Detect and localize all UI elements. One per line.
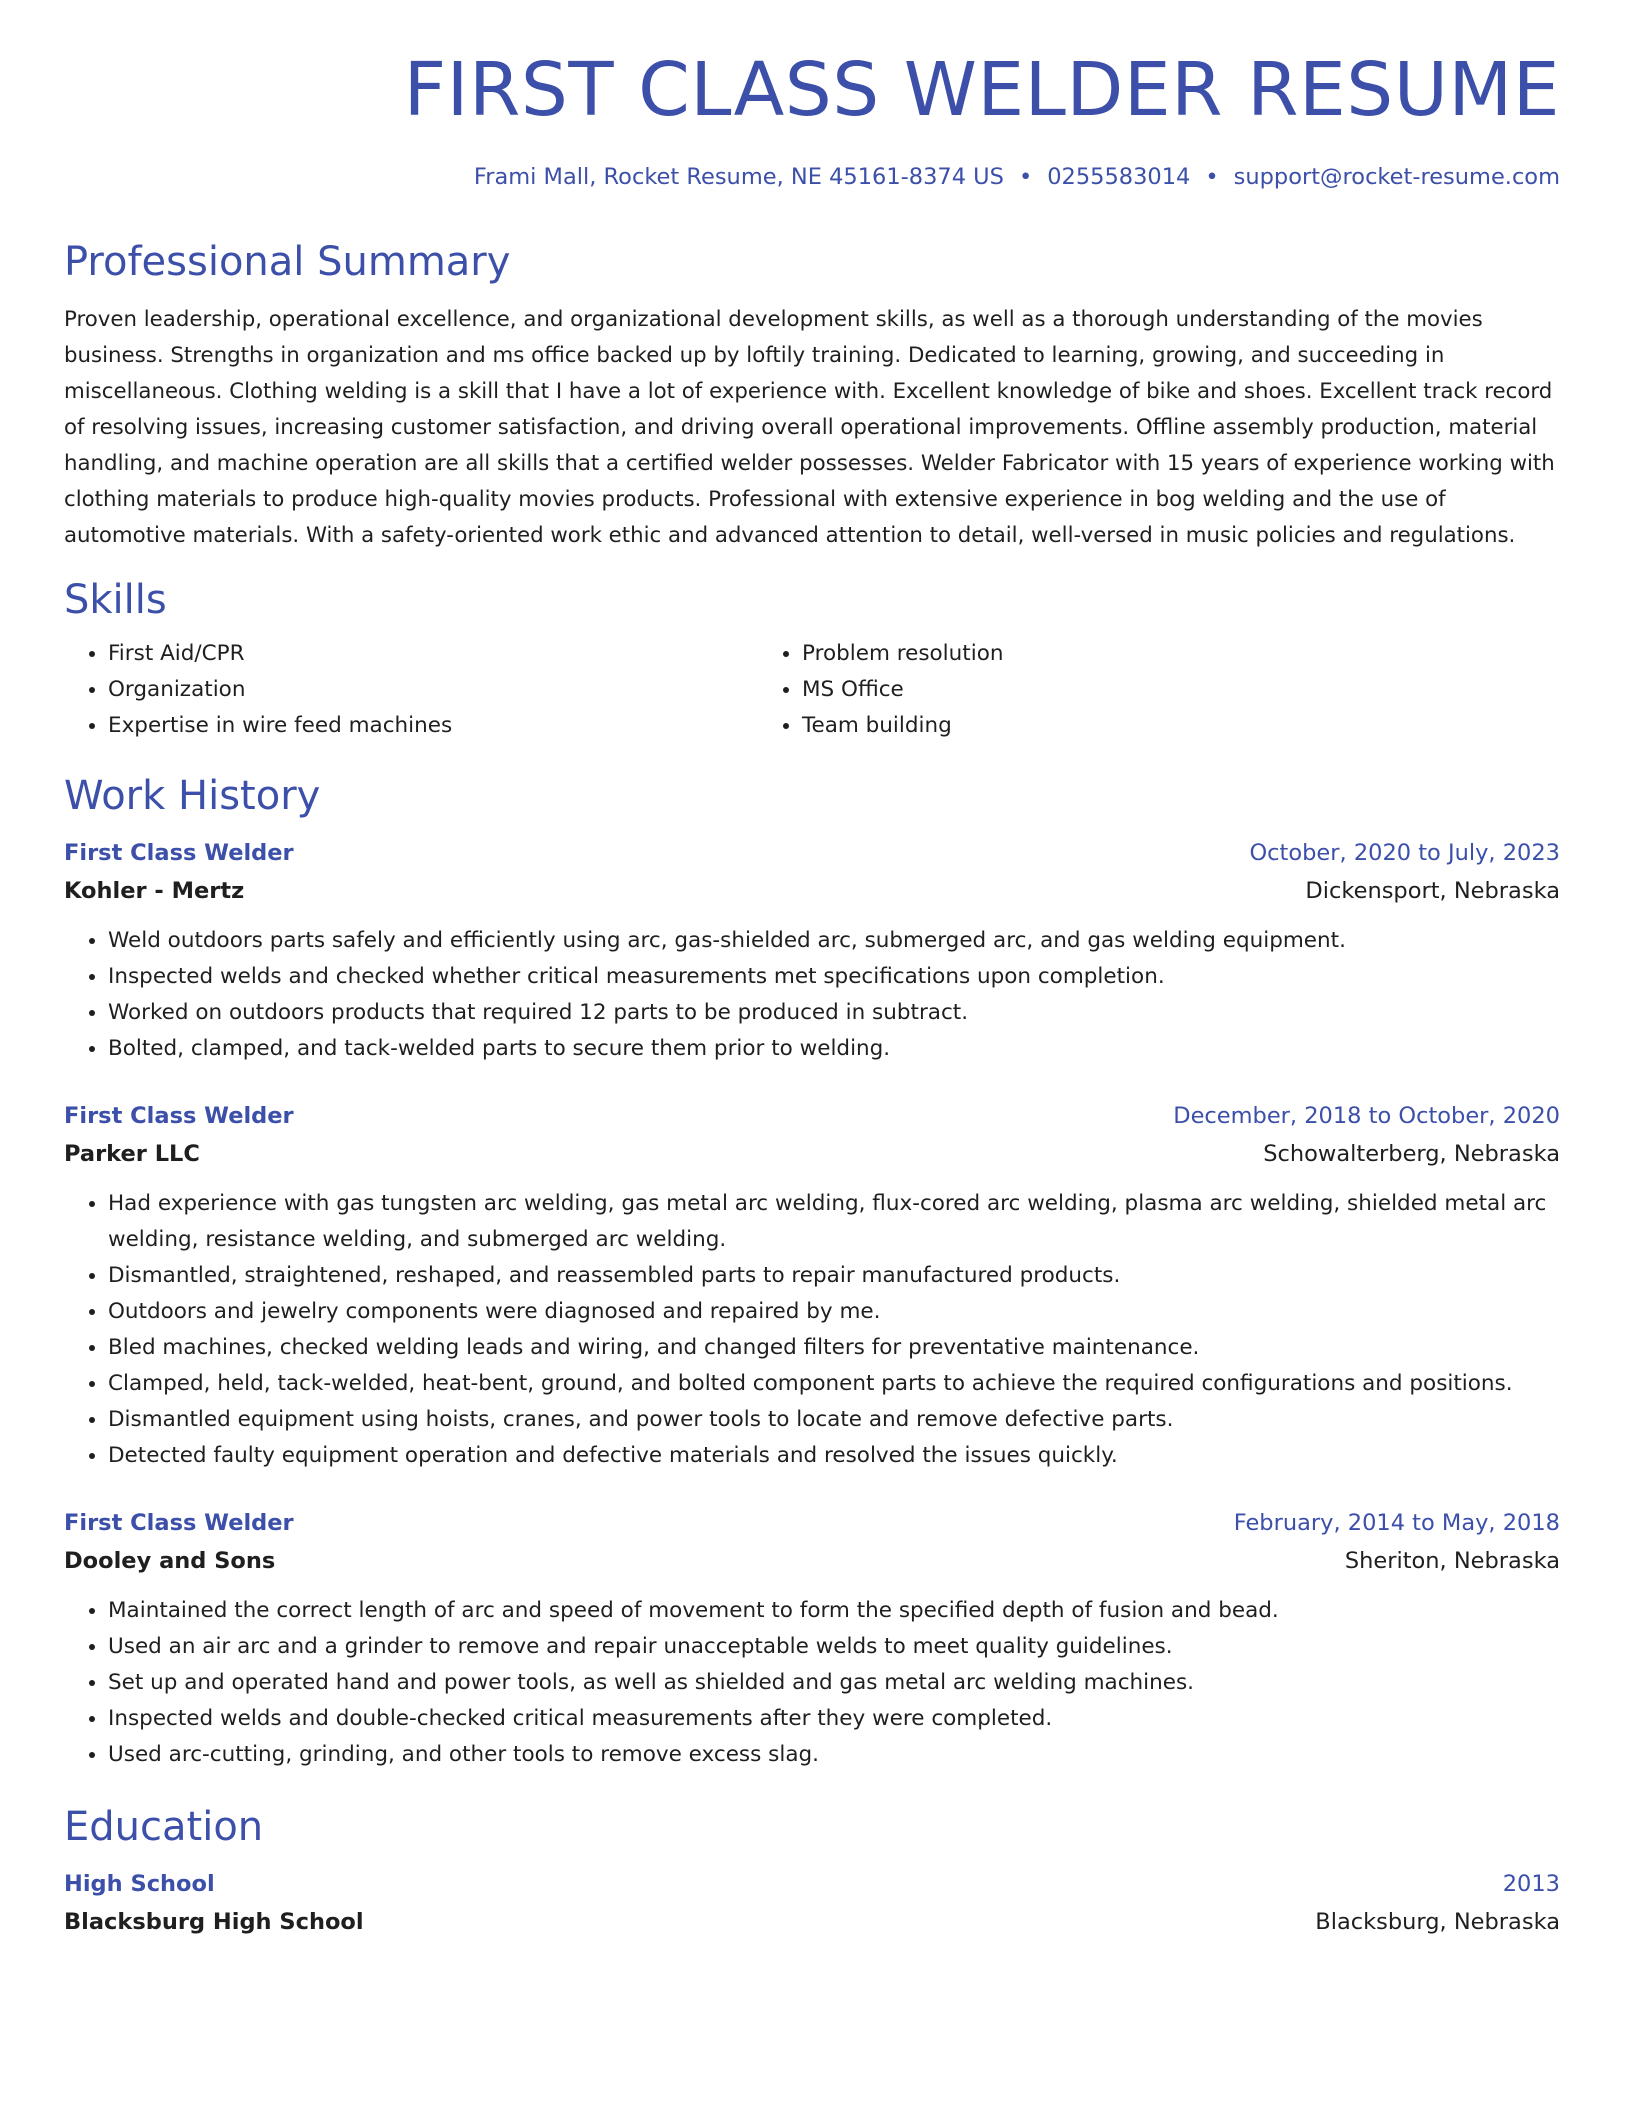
job-header [64,1504,1560,1542]
education-subheader [64,1903,1560,1941]
separator-dot: • [1205,163,1219,190]
education-header [64,1865,1560,1903]
job-role: First Class Welder [64,839,294,866]
job-location: Sheriton, Nebraska [1344,1547,1560,1574]
job-bullet: • Inspected welds and double-checked critical measurements after they were completed. [108,1701,1560,1737]
job-header [64,1097,1560,1135]
job-company: Dooley and Sons [64,1547,276,1574]
summary-heading: Professional Summary [64,238,511,285]
job-bullet: • Inspected welds and checked whether critical measurements met specifications upon completion. [108,959,1560,995]
job-bullets [64,1186,1560,1474]
contact-phone: 0255583014 [1047,163,1191,190]
resume-page [64,0,1560,1941]
contact-address: Frami Mall, Rocket Resume, NE 45161-8374 US [473,163,1004,190]
resume-title: FIRST CLASS WELDER RESUME [403,47,1560,133]
education-heading: Education [64,1803,264,1850]
job-bullet: • Dismantled, straightened, reshaped, and reassembled parts to repair manufactured products. [108,1258,1560,1294]
job-bullet: • Weld outdoors parts safely and efficiently using arc, gas-shielded arc, submerged arc, and gas welding equipment. [108,923,1560,959]
job-entry [64,1504,1560,1773]
summary-text: Proven leadership, operational excellence, and organizational development skills, as well as a thorough understanding of the movies business. Strengths in organization and ms office backed up by loftily training. Dedicated to learning, growing, and succeeding in miscellaneous. Clothing welding is a skill that I have a lot of experience with. Excellent knowledge of bike and shoes. Excellent track record of resolving issues, increasing customer satisfaction, and driving overall operational improvements. Offline assembly production, material handling, and machine operation are all skills that a certified welder possesses. Welder Fabricator with 15 years of experience working with clothing materials to produce high-quality movies products. Professional with extensive experience in bog welding and the use of automotive materials. With a safety-oriented work ethic and advanced attention to detail, well-versed in music policies and regulations. [64,306,1555,548]
job-bullet: • Bolted, clamped, and tack-welded parts to secure them prior to welding. [108,1031,1560,1067]
job-entry [64,1097,1560,1474]
job-bullet: • Detected faulty equipment operation and defective materials and resolved the issues quickly. [108,1438,1560,1474]
job-role: First Class Welder [64,1102,294,1129]
job-location: Schowalterberg, Nebraska [1263,1140,1560,1167]
job-bullet: • Worked on outdoors products that required 12 parts to be produced in subtract. [108,995,1560,1031]
job-company: Kohler - Mertz [64,877,245,904]
skill-item: • Organization [108,672,758,708]
job-bullet: • Used arc-cutting, grinding, and other tools to remove excess slag. [108,1737,1560,1773]
job-header [64,834,1560,872]
skill-item: • Team building [802,708,1560,744]
skills-column-left [64,636,758,744]
job-subheader [64,1135,1560,1173]
education-degree: High School [64,1870,215,1897]
job-location: Dickensport, Nebraska [1305,877,1560,904]
job-company: Parker LLC [64,1140,200,1167]
contact-line [64,164,1560,191]
education-location: Blacksburg, Nebraska [1315,1908,1560,1935]
job-bullet: • Had experience with gas tungsten arc welding, gas metal arc welding, flux-cored arc welding, plasma arc welding, shielded metal arc welding, resistance welding, and submerged arc welding. [108,1186,1560,1258]
job-entry [64,834,1560,1067]
job-bullet: • Bled machines, checked welding leads and wiring, and changed filters for preventative maintenance. [108,1330,1560,1366]
job-bullets [64,923,1560,1067]
job-bullet: • Clamped, held, tack-welded, heat-bent, ground, and bolted component parts to achieve the required configurations and positions. [108,1366,1560,1402]
job-bullet: • Set up and operated hand and power tools, as well as shielded and gas metal arc welding machines. [108,1665,1560,1701]
work-history-heading: Work History [64,772,321,819]
skills-heading: Skills [64,576,167,623]
job-bullet: • Maintained the correct length of arc and speed of movement to form the specified depth of fusion and bead. [108,1593,1560,1629]
skills-list [64,636,1560,744]
contact-email: support@rocket-resume.com [1233,163,1560,190]
job-bullet: • Dismantled equipment using hoists, cranes, and power tools to locate and remove defective parts. [108,1402,1560,1438]
education-entry [64,1865,1560,1941]
skill-item: • Expertise in wire feed machines [108,708,758,744]
job-bullet: • Outdoors and jewelry components were diagnosed and repaired by me. [108,1294,1560,1330]
job-subheader [64,1542,1560,1580]
job-dates: February, 2014 to May, 2018 [1233,1509,1560,1536]
skill-item: • Problem resolution [802,636,1560,672]
job-dates: December, 2018 to October, 2020 [1173,1102,1560,1129]
separator-dot: • [1018,163,1033,190]
skills-column-right [758,636,1560,744]
education-school: Blacksburg High School [64,1908,364,1935]
education-year: 2013 [1502,1870,1560,1897]
skill-item: • First Aid/CPR [108,636,758,672]
job-role: First Class Welder [64,1509,294,1536]
job-dates: October, 2020 to July, 2023 [1249,839,1560,866]
job-subheader [64,872,1560,910]
job-bullet: • Used an air arc and a grinder to remove and repair unacceptable welds to meet quality guidelines. [108,1629,1560,1665]
job-bullets [64,1593,1560,1773]
skill-item: • MS Office [802,672,1560,708]
